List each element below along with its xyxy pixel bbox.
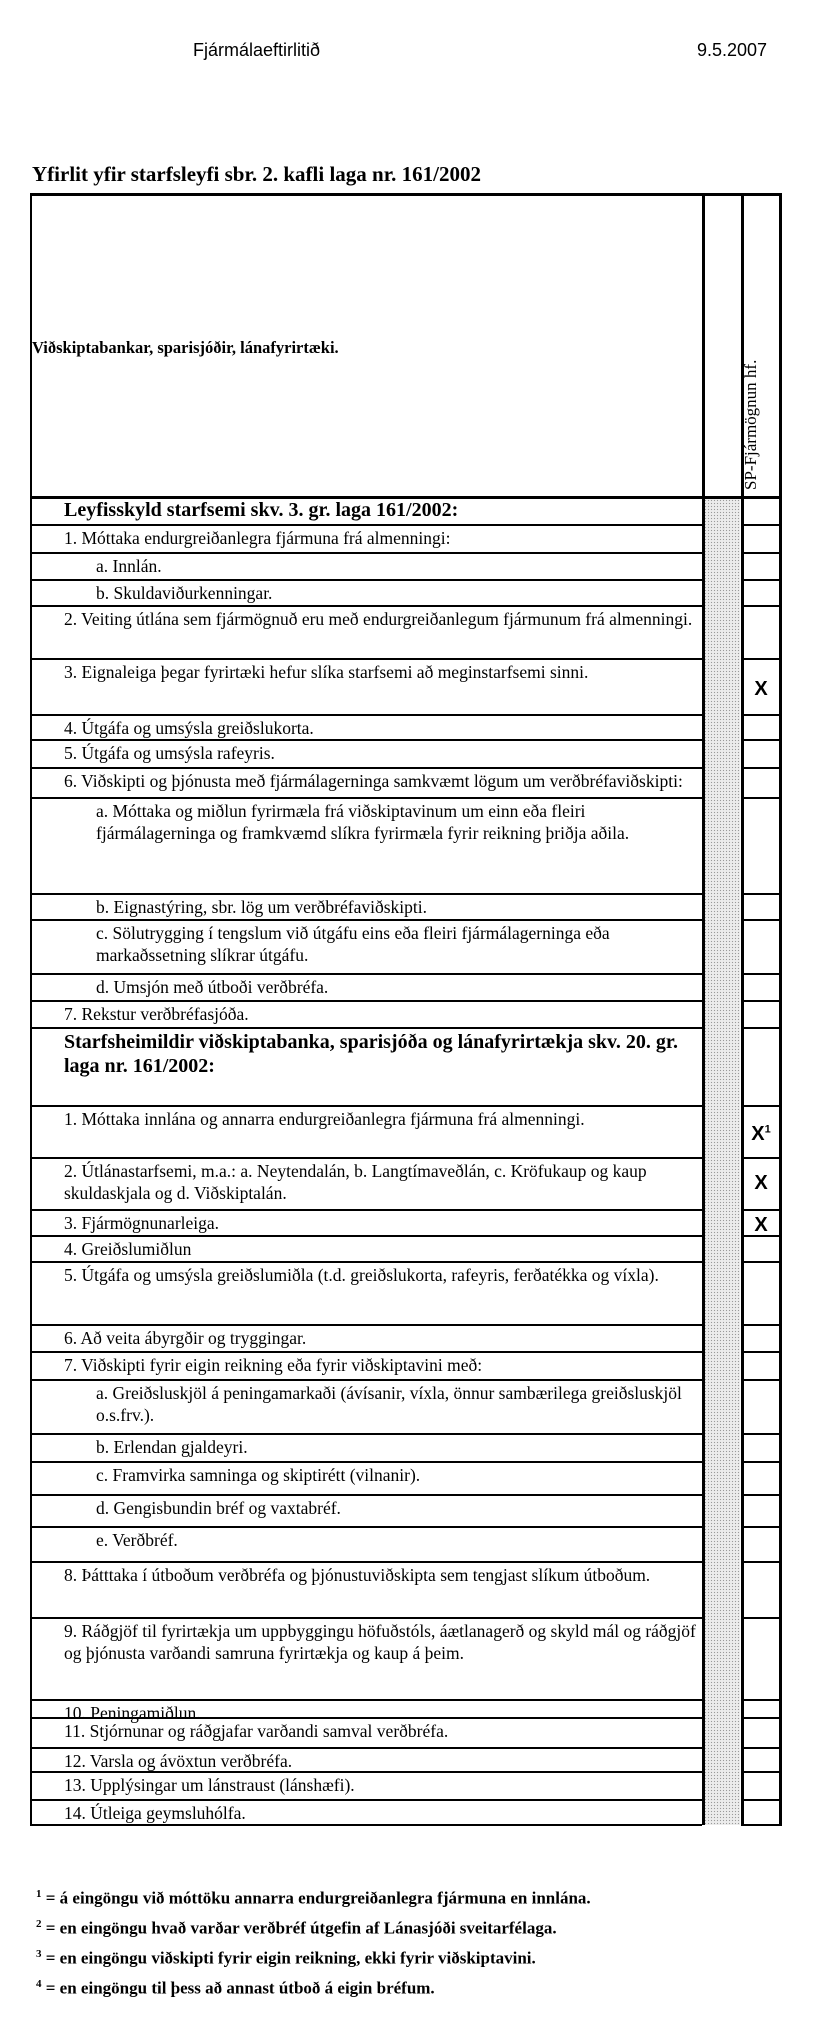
column-label: SP-Fjármögnun hf.	[741, 359, 760, 490]
table-row-label: d. Gengisbundin bréf og vaxtabréf.	[96, 1498, 341, 1518]
table-row-label: 11. Stjórnunar og ráðgjafar varðandi samval verðbréfa.	[64, 1721, 449, 1741]
table-row-label: 7. Viðskipti fyrir eigin reikning eða fyrir viðskiptavini með:	[64, 1355, 483, 1375]
table-row-label: a. Móttaka og miðlun fyrirmæla frá viðskiptavinum um einn eða fleiri fjármálagerninga og framkvæmd slíkra fyrirmæla fyrir reikning þriðja aðila.	[96, 801, 630, 843]
section-heading: Starfsheimildir viðskiptabanka, sparisjóða og lánafyrirtækja skv. 20. gr. laga nr. 161/2002:	[64, 1031, 678, 1077]
footnote-2: $^2$ = en eingöngu hvað varðar verðbréf útgefin af Lánasjóði sveitarfélaga.	[36, 1918, 557, 1938]
table-row-label: 6. Að veita ábyrgðir og tryggingar.	[64, 1328, 307, 1348]
table-row-label: 3. Eignaleiga þegar fyrirtæki hefur slíka starfsemi að meginstarfsemi sinni.	[64, 662, 589, 682]
table-row-label: b. Erlendan gjaldeyri.	[96, 1437, 248, 1457]
table-row-label: 14. Útleiga geymsluhólfa.	[64, 1803, 246, 1823]
table-row-label: 6. Viðskipti og þjónusta með fjármálagerninga samkvæmt lögum um verðbréfaviðskipti:	[64, 771, 683, 791]
table-row-label: a. Innlán.	[96, 556, 162, 576]
license-mark: X	[754, 1214, 768, 1236]
footnote-3: $^3$ = en eingöngu viðskipti fyrir eigin reikning, ekki fyrir viðskiptavini.	[36, 1948, 536, 1968]
table-row-label: a. Greiðsluskjöl á peningamarkaði (ávísanir, víxla, önnur sambærilega greiðsluskjöl o.s.frv.).	[96, 1383, 682, 1425]
table-row-label: e. Verðbréf.	[96, 1530, 178, 1550]
mark-superscript: 1	[764, 1123, 771, 1136]
table-row-label: b. Eignastýring, sbr. lög um verðbréfaviðskipti.	[96, 897, 427, 917]
table-row-label: 4. Greiðslumiðlun	[64, 1239, 192, 1259]
header-org: Fjármálaeftirlitið	[193, 40, 321, 60]
license-mark: X	[754, 1172, 768, 1194]
table-row-label: 9. Ráðgjöf til fyrirtækja um uppbyggingu höfuðstóls, áætlanagerð og skyld mál og ráðgjöf og þjónusta varðandi samruna fyrirtækja og kaup á þeim.	[64, 1621, 696, 1663]
table-row-label: 2. Veiting útlána sem fjármögnuð eru með endurgreiðanlegum fjármunum frá almenningi.	[64, 609, 693, 629]
table-row-label: 12. Varsla og ávöxtun verðbréfa.	[64, 1751, 293, 1771]
header-date: 9.5.2007	[697, 40, 768, 60]
page-title: Yfirlit yfir starfsleyfi sbr. 2. kafli laga nr. 161/2002	[32, 162, 481, 186]
table-row-label: 5. Útgáfa og umsýsla rafeyris.	[64, 743, 275, 763]
table-row-label: 13. Upplýsingar um lánstraust (lánshæfi).	[64, 1775, 355, 1795]
table-row-label: c. Sölutrygging í tengslum við útgáfu eins eða fleiri fjármálagerninga eða markaðssetning slíkrar útgáfu.	[96, 923, 610, 965]
table-row-label: b. Skuldaviðurkenningar.	[96, 583, 273, 603]
table-row-label: 5. Útgáfa og umsýsla greiðslumiðla (t.d. greiðslukorta, rafeyris, ferðatékka og víxla).	[64, 1265, 659, 1285]
table-row-label: 3. Fjármögnunarleiga.	[64, 1213, 220, 1233]
table-row-label: c. Framvirka samninga og skiptirétt (vilnanir).	[96, 1465, 421, 1485]
table-row-label: 10. Peningamiðlun.	[64, 1703, 201, 1723]
table-row-label: d. Umsjón með útboði verðbréfa.	[96, 977, 329, 997]
table-row-label: 7. Rekstur verðbréfasjóða.	[64, 1004, 249, 1024]
table-row-label: 8. Þátttaka í útboðum verðbréfa og þjónustuviðskipta sem tengjast slíkum útboðum.	[64, 1565, 651, 1585]
license-mark: $X^1$	[751, 1123, 771, 1145]
license-mark: X	[754, 678, 768, 700]
footnote-1: $^1$ = á eingöngu við móttöku annarra endurgreiðanlegra fjármuna en innlána.	[36, 1888, 591, 1908]
footnote-4: $^4$ = en eingöngu til þess að annast útboð á eigin bréfum.	[36, 1978, 435, 1998]
section-heading: Leyfisskyld starfsemi skv. 3. gr. laga 161/2002:	[64, 499, 459, 521]
table-row-label: 1. Móttaka endurgreiðanlegra fjármuna frá almenningi:	[64, 528, 451, 548]
table-row-label: 4. Útgáfa og umsýsla greiðslukorta.	[64, 718, 314, 738]
table-row-label: 1. Móttaka innlána og annarra endurgreiðanlegra fjármuna frá almenningi.	[64, 1109, 585, 1129]
banks-label: Viðskiptabankar, sparisjóðir, lánafyrirtæki.	[32, 338, 339, 357]
table-row-label: 2. Útlánastarfsemi, m.a.: a. Neytendalán, b. Langtímaveðlán, c. Kröfukaup og kaup skuldaskjala og d. Viðskiptalán.	[64, 1161, 647, 1203]
